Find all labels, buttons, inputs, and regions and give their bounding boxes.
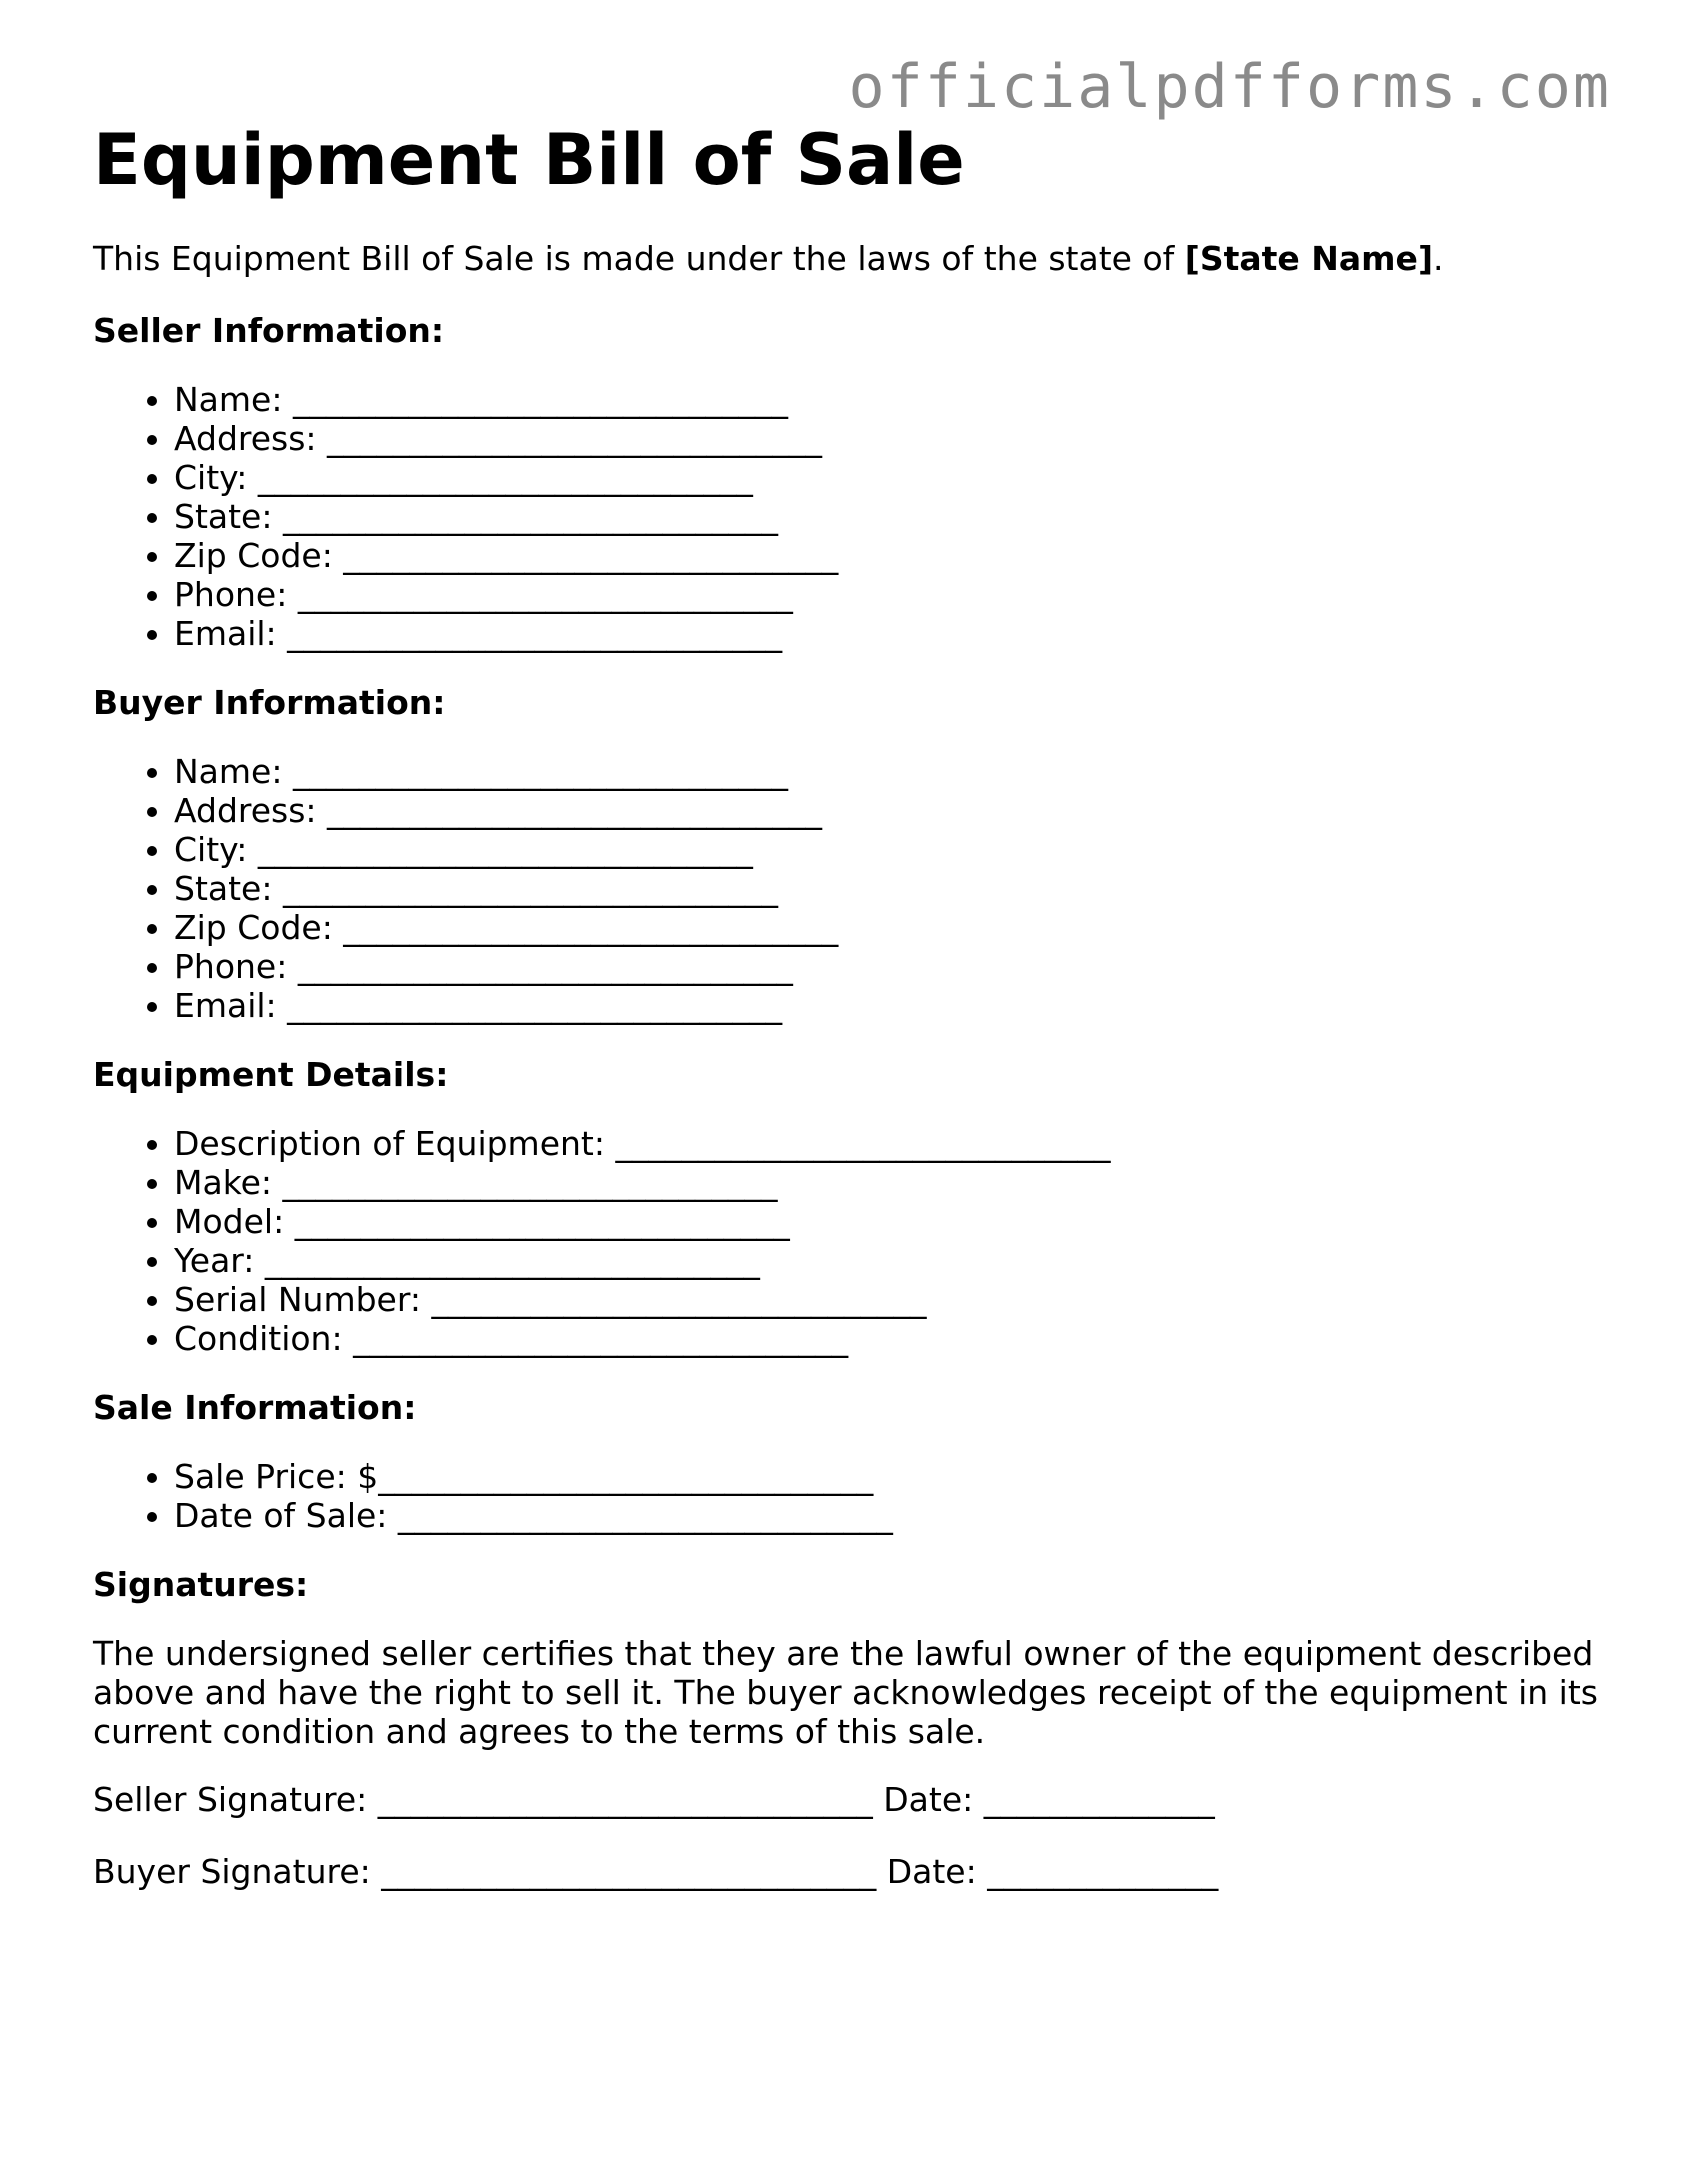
signatures-statement: The undersigned seller certifies that they are the lawful owner of the equipment described above and have the right to sell it. The buyer acknowledges receipt of the equipment in its current condition and agrees to the terms of this sale.: [93, 1634, 1598, 1751]
seller-email-field: • Email: ______________________________: [174, 614, 1603, 653]
buyer-zip-field: • Zip Code: ______________________________: [174, 908, 1603, 947]
state-name-placeholder: [State Name]: [1184, 239, 1434, 278]
buyer-section: [93, 681, 1603, 1025]
buyer-phone-field: • Phone: ______________________________: [174, 947, 1603, 986]
document-title: Equipment Bill of Sale: [93, 119, 965, 201]
seller-section: [93, 309, 1603, 653]
equipment-field-list: [93, 1124, 1603, 1358]
buyer-field-list: [93, 752, 1603, 1025]
seller-city-field: • City: ______________________________: [174, 458, 1603, 497]
buyer-city-field: • City: ______________________________: [174, 830, 1603, 869]
buyer-address-field: • Address: ______________________________: [174, 791, 1603, 830]
equipment-serial-field: • Serial Number: ______________________________: [174, 1280, 1603, 1319]
intro-prefix: This Equipment Bill of Sale is made under the laws of the state of: [93, 239, 1185, 278]
equipment-description-field: • Description of Equipment: ______________________________: [174, 1124, 1603, 1163]
sale-section: [93, 1386, 1603, 1535]
equipment-make-field: • Make: ______________________________: [174, 1163, 1603, 1202]
equipment-year-field: • Year: ______________________________: [174, 1241, 1603, 1280]
equipment-section: [93, 1053, 1603, 1358]
seller-phone-field: • Phone: ______________________________: [174, 575, 1603, 614]
signatures-heading: Signatures:: [93, 1565, 309, 1604]
seller-name-field: • Name: ______________________________: [174, 380, 1603, 419]
sale-price-field: • Sale Price: $______________________________: [174, 1457, 1603, 1496]
equipment-heading: Equipment Details:: [93, 1055, 449, 1094]
sale-heading: Sale Information:: [93, 1388, 417, 1427]
intro-paragraph: [93, 237, 1603, 281]
sale-field-list: [93, 1457, 1603, 1535]
equipment-model-field: • Model: ______________________________: [174, 1202, 1603, 1241]
watermark: officialpdfforms.com: [848, 52, 1611, 122]
seller-signature-line: Seller Signature: ______________________________ Date: ______________: [93, 1780, 1215, 1819]
equipment-condition-field: • Condition: ______________________________: [174, 1319, 1603, 1358]
buyer-email-field: • Email: ______________________________: [174, 986, 1603, 1025]
intro-suffix: .: [1433, 239, 1444, 278]
signatures-section: [93, 1563, 1603, 1894]
seller-address-field: • Address: ______________________________: [174, 419, 1603, 458]
buyer-name-field: • Name: ______________________________: [174, 752, 1603, 791]
buyer-state-field: • State: ______________________________: [174, 869, 1603, 908]
seller-field-list: [93, 380, 1603, 653]
buyer-signature-line: Buyer Signature: ______________________________ Date: ______________: [93, 1852, 1219, 1891]
seller-zip-field: • Zip Code: ______________________________: [174, 536, 1603, 575]
document-page: [93, 118, 1603, 1894]
buyer-heading: Buyer Information:: [93, 683, 446, 722]
sale-date-field: • Date of Sale: ______________________________: [174, 1496, 1603, 1535]
seller-heading: Seller Information:: [93, 311, 445, 350]
seller-state-field: • State: ______________________________: [174, 497, 1603, 536]
